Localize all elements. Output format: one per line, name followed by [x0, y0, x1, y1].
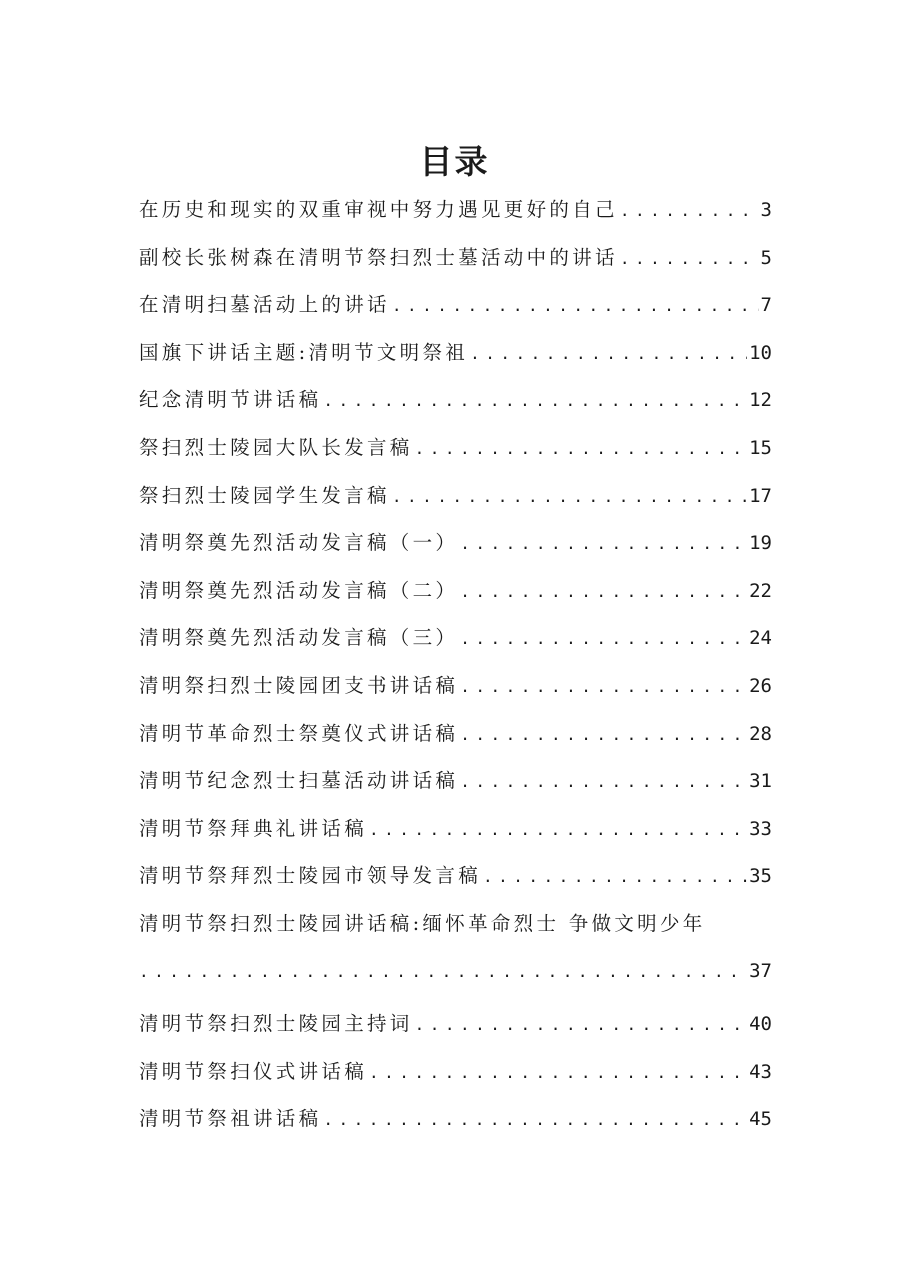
toc-entry-title: 副校长张树森在清明节祭扫烈士墓活动中的讲话	[139, 245, 618, 269]
toc-entry[interactable]	[139, 1008, 772, 1056]
dot-leader	[460, 772, 747, 791]
toc-entry-page: 35	[749, 865, 772, 888]
toc-entry-title: 清明节祭扫烈士陵园讲话稿:缅怀革命烈士 争做文明少年	[139, 911, 706, 935]
dot-leader	[620, 201, 759, 220]
toc-entry-title: 清明节祭拜烈士陵园市领导发言稿	[139, 864, 482, 888]
toc-entry-page: 3	[760, 199, 772, 221]
toc-entry[interactable]	[139, 575, 772, 623]
toc-entry-page: 28	[749, 722, 772, 745]
toc-entry-title: 清明祭奠先烈活动发言稿（二）	[139, 578, 459, 602]
toc-entry-page: 31	[749, 770, 772, 793]
toc-entry[interactable]	[139, 432, 772, 480]
toc-entry[interactable]	[139, 1056, 772, 1104]
toc-entry-title: 祭扫烈士陵园大队长发言稿	[139, 435, 413, 459]
dot-leader	[415, 439, 748, 458]
toc-entry-page: 37	[749, 959, 772, 982]
toc-entry[interactable]	[139, 242, 772, 290]
toc-entry-title: 清明祭扫烈士陵园团支书讲话稿	[139, 673, 459, 697]
toc-entry-title: 清明节祭扫仪式讲话稿	[139, 1059, 368, 1083]
toc-entry[interactable]	[139, 1103, 772, 1151]
dot-leader	[460, 725, 747, 744]
toc-entry[interactable]	[139, 289, 772, 337]
toc-entry[interactable]	[139, 908, 772, 1008]
dot-leader	[470, 344, 747, 363]
toc-entry-page: 26	[749, 674, 772, 697]
toc-entry[interactable]	[139, 718, 772, 766]
toc-entry-page: 12	[749, 389, 772, 412]
toc-entry[interactable]	[139, 813, 772, 861]
dot-leader	[369, 820, 747, 839]
dot-leader	[139, 962, 747, 981]
dot-leader	[323, 1110, 747, 1129]
toc-entry-page: 24	[749, 627, 772, 650]
dot-leader	[415, 1015, 748, 1034]
toc-heading: 目录	[419, 142, 490, 181]
toc-entry-title: 清明节祭拜典礼讲话稿	[139, 816, 368, 840]
toc-entry[interactable]	[139, 337, 772, 385]
dot-leader	[369, 1063, 747, 1082]
toc-entry-title: 清明祭奠先烈活动发言稿（三）	[139, 626, 459, 650]
toc-entry[interactable]	[139, 670, 772, 718]
dot-leader	[483, 867, 747, 886]
dot-leader	[620, 249, 759, 268]
toc-entry[interactable]	[139, 860, 772, 908]
toc-entry-page: 45	[749, 1108, 772, 1131]
toc-entry[interactable]	[139, 765, 772, 813]
toc-entry-title: 清明节祭祖讲话稿	[139, 1107, 322, 1131]
toc-entry-page: 33	[749, 817, 772, 840]
toc-entry-page: 7	[760, 294, 772, 317]
dot-leader	[460, 582, 747, 601]
dot-leader	[323, 391, 747, 410]
toc-entry[interactable]	[139, 622, 772, 670]
dot-leader	[460, 629, 747, 648]
toc-entry-title: 纪念清明节讲话稿	[139, 388, 322, 412]
toc-entry-page: 10	[749, 341, 772, 364]
toc-entry-title: 清明节革命烈士祭奠仪式讲话稿	[139, 721, 459, 745]
dot-leader	[392, 487, 747, 506]
toc-list	[139, 194, 772, 1151]
toc-entry-page: 15	[749, 436, 772, 459]
toc-entry-page: 5	[760, 246, 772, 269]
toc-entry-page: 40	[749, 1012, 772, 1035]
dot-leader	[460, 677, 747, 696]
toc-entry-title: 国旗下讲话主题:清明节文明祭祖	[139, 340, 469, 364]
dot-leader	[460, 534, 747, 553]
toc-entry-page: 43	[749, 1060, 772, 1083]
toc-entry-page: 17	[749, 484, 772, 507]
toc-entry-title: 清明节纪念烈士扫墓活动讲话稿	[139, 769, 459, 793]
toc-entry[interactable]	[139, 384, 772, 432]
toc-entry-title: 清明节祭扫烈士陵园主持词	[139, 1011, 413, 1035]
toc-entry[interactable]	[139, 194, 772, 242]
toc-entry-page: 22	[749, 579, 772, 602]
toc-entry[interactable]	[139, 480, 772, 528]
dot-leader	[392, 296, 759, 315]
toc-entry-title: 在清明扫墓活动上的讲话	[139, 293, 390, 317]
toc-entry-page: 19	[749, 532, 772, 555]
toc-entry-title: 在历史和现实的双重审视中努力遇见更好的自己	[139, 198, 618, 221]
toc-entry[interactable]	[139, 527, 772, 575]
toc-entry-title: 祭扫烈士陵园学生发言稿	[139, 483, 390, 507]
toc-entry-continuation	[139, 960, 772, 1008]
toc-entry-title: 清明祭奠先烈活动发言稿（一）	[139, 531, 459, 555]
